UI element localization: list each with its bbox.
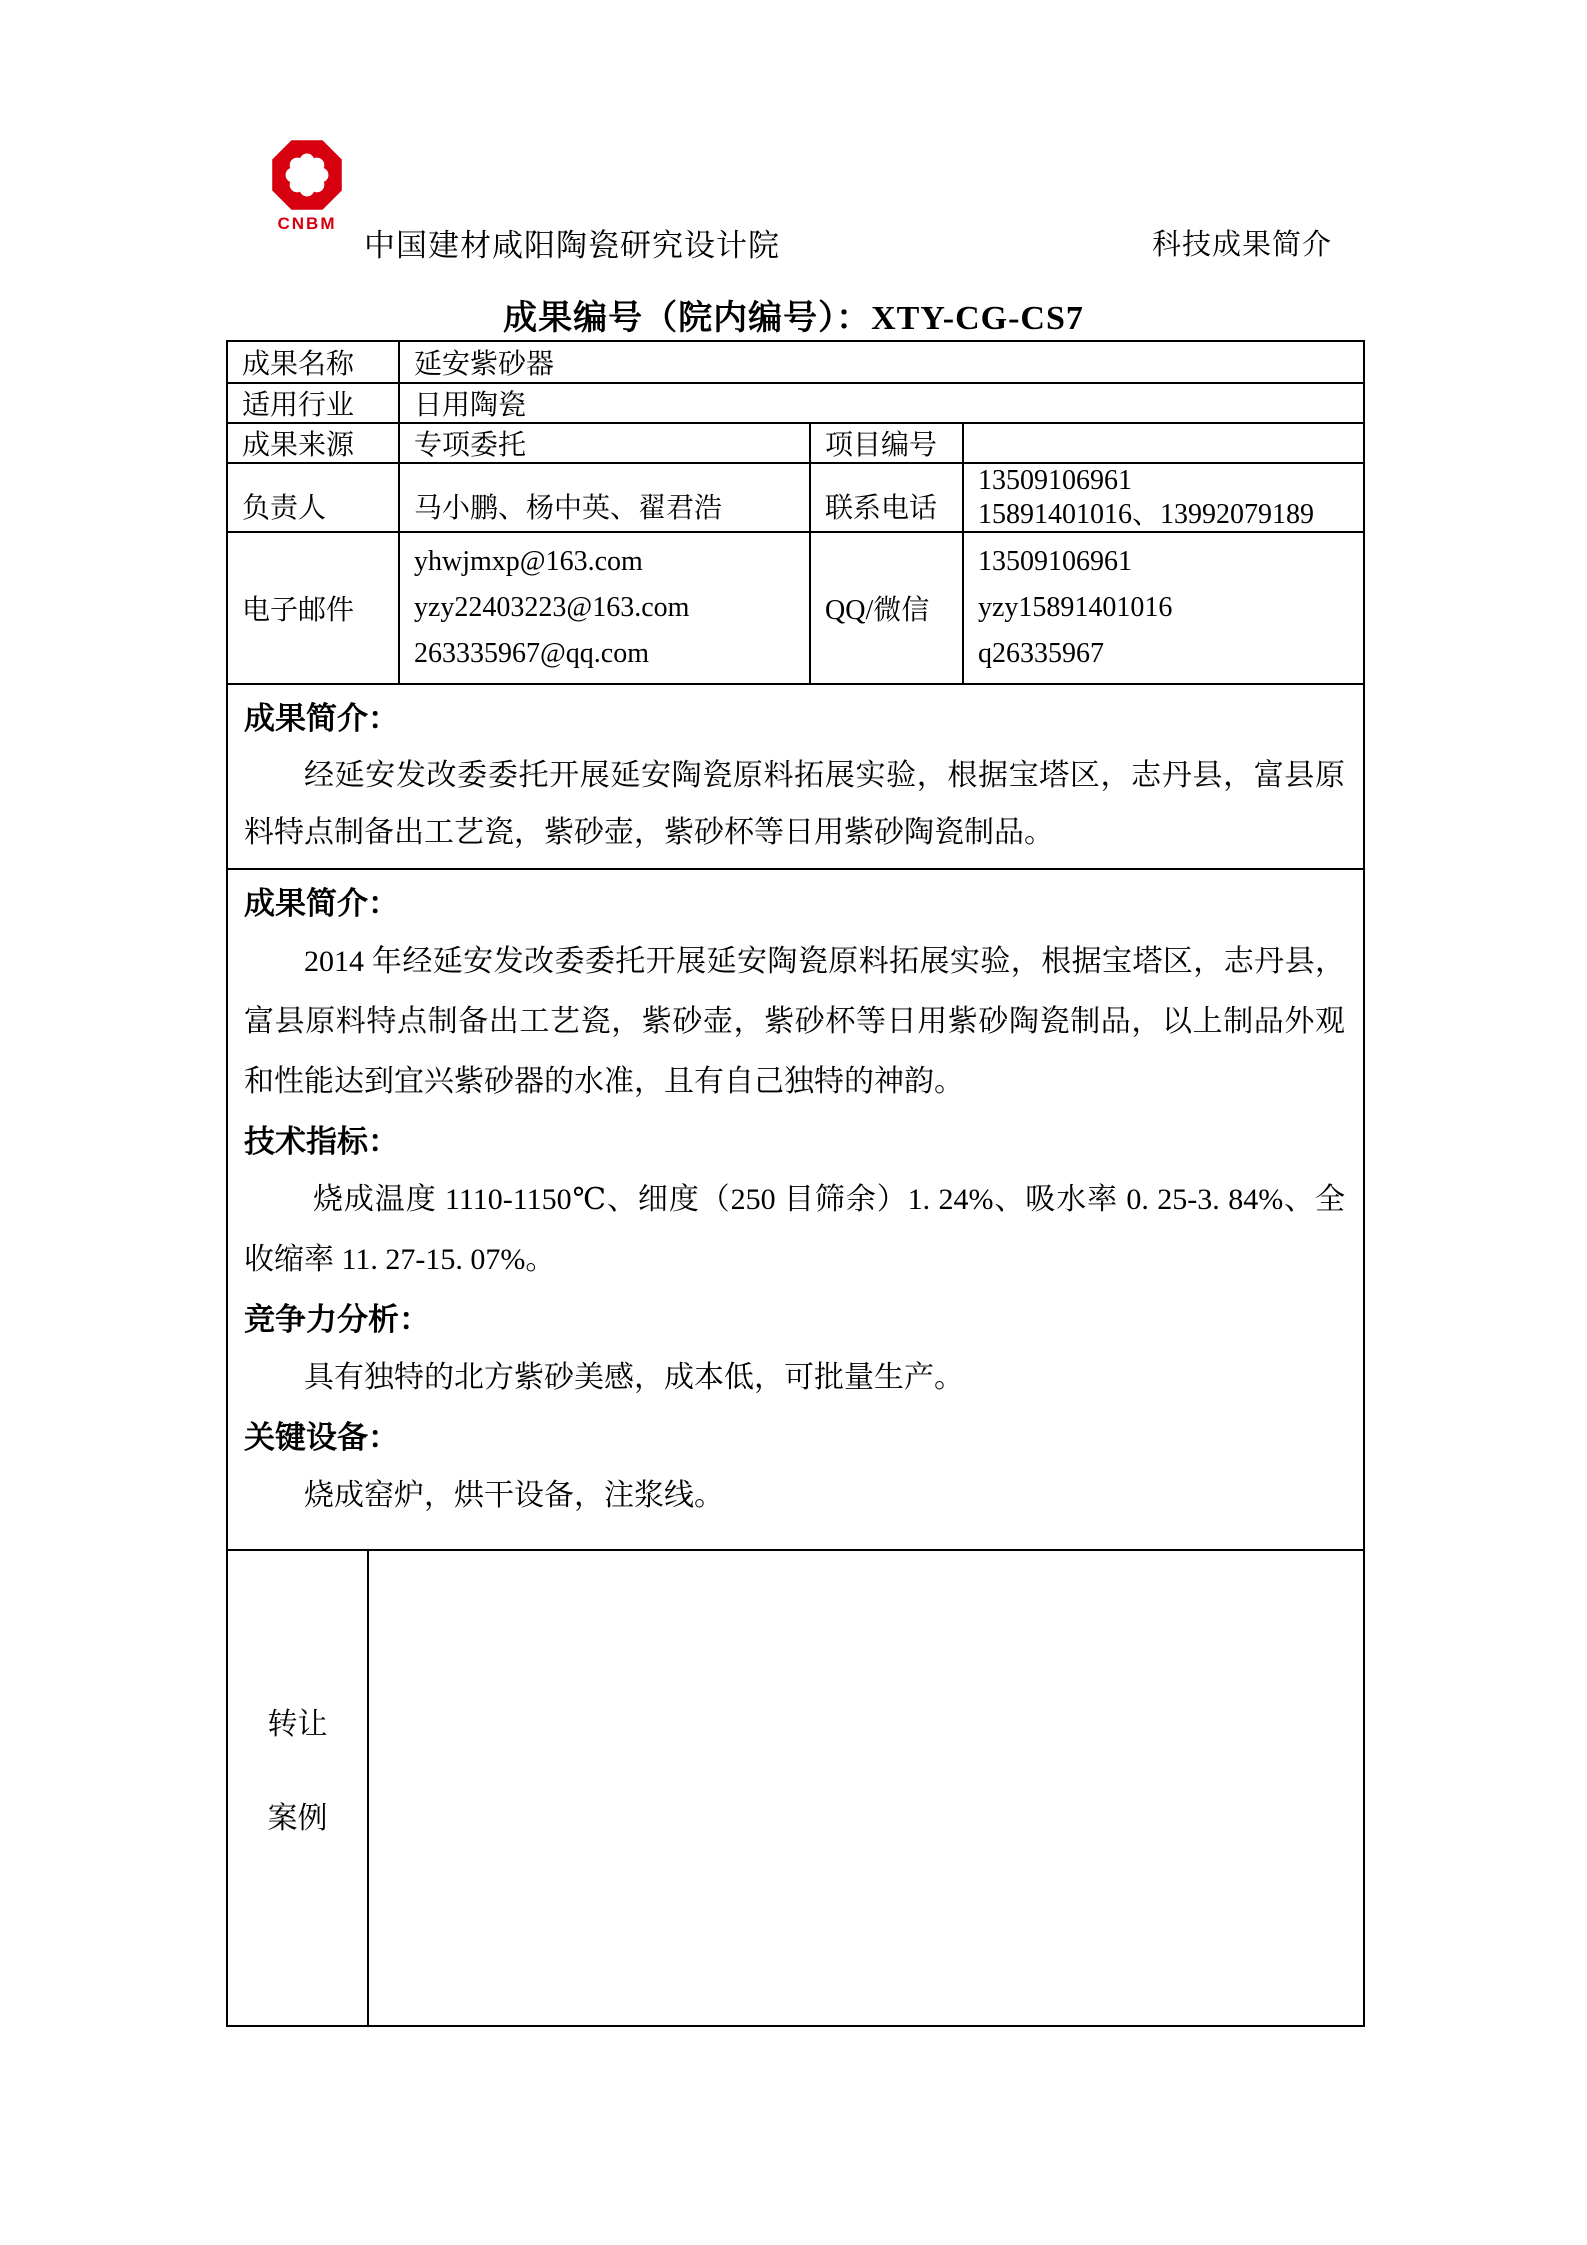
cnbm-logo-text: CNBM (277, 214, 337, 233)
achievement-form-table (226, 340, 1365, 2027)
table-row-email (228, 531, 1363, 683)
industry-value: 日用陶瓷 (398, 384, 1363, 422)
table-row-leader (228, 462, 1363, 531)
key-equipment-body: 烧成窑炉，烘干设备，注浆线。 (304, 1479, 724, 1512)
phone-label: 联系电话 (809, 464, 962, 531)
phone-value (962, 464, 1363, 531)
qq-line: q26335967 (978, 638, 1104, 669)
qq-wechat-value (962, 533, 1363, 683)
detail-summary-heading: 成果简介： (244, 886, 399, 921)
transfer-cases-row (228, 1549, 1363, 2025)
table-row-source (228, 422, 1363, 462)
competitiveness-heading: 竞争力分析： (244, 1302, 430, 1337)
transfer-label-line: 转让 (267, 1708, 328, 1741)
competitiveness-body: 具有独特的北方紫砂美感，成本低，可批量生产。 (304, 1361, 964, 1394)
email-line: yhwjmxp@163.com (414, 546, 643, 577)
summary-body: 经延安发改委委托开展延安陶瓷原料拓展实验，根据宝塔区，志丹县，富县原料特点制备出工艺瓷，紫砂壶，紫砂杯等日用紫砂陶瓷制品。 (244, 759, 1345, 849)
technical-specs-body: 烧成温度 1110-1150℃、细度（250 目筛余）1. 24%、吸水率 0. 25-3. 84%、全收缩率 11. 27-15. 07%。 (244, 1183, 1345, 1276)
phone-line: 15891401016、13992079189 (978, 498, 1315, 530)
source-value: 专项委托 (398, 424, 809, 462)
project-no-label: 项目编号 (809, 424, 962, 462)
cnbm-octagon-icon (270, 138, 344, 212)
table-row-industry (228, 382, 1363, 422)
qq-line: 13509106961 (978, 546, 1132, 577)
transfer-cases-label (228, 1551, 367, 2025)
transfer-label-line: 案例 (267, 1802, 328, 1835)
source-label: 成果来源 (242, 430, 355, 461)
phone-line: 13509106961 (978, 464, 1132, 496)
cnbm-logo (266, 138, 348, 234)
document-type-label: 科技成果简介 (1152, 229, 1333, 261)
leader-value: 马小鹏、杨中英、翟君浩 (398, 464, 809, 531)
email-line: yzy22403223@163.com (414, 592, 690, 623)
leader-label: 负责人 (242, 493, 327, 524)
institute-name: 中国建材咸阳陶瓷研究设计院 (364, 228, 780, 263)
summary-section (228, 683, 1363, 868)
project-no-value (962, 424, 1363, 462)
detail-summary-body: 2014 年经延安发改委委托开展延安陶瓷原料拓展实验，根据宝塔区，志丹县，富县原料特点制备出工艺瓷，紫砂壶，紫砂杯等日用紫砂陶瓷制品，以上制品外观和性能达到宜兴紫砂器的水准，且有自己独特的神韵。 (244, 945, 1345, 1098)
table-row-name (228, 342, 1363, 382)
transfer-cases-content (367, 1551, 1363, 2025)
industry-label: 适用行业 (242, 390, 355, 421)
achievement-number-title: 成果编号（院内编号）：XTY-CG-CS7 (503, 300, 1084, 337)
technical-specs-heading: 技术指标： (244, 1124, 399, 1159)
qq-line: yzy15891401016 (978, 592, 1173, 623)
key-equipment-heading: 关键设备： (244, 1420, 399, 1455)
name-value: 延安紫砂器 (398, 342, 1363, 382)
email-value (398, 533, 809, 683)
qq-wechat-label: QQ/微信 (809, 533, 962, 683)
summary-heading: 成果简介： (244, 701, 399, 736)
detail-section (228, 868, 1363, 1549)
email-label: 电子邮件 (242, 595, 355, 626)
email-line: 263335967@qq.com (414, 638, 649, 669)
name-label: 成果名称 (242, 349, 355, 380)
